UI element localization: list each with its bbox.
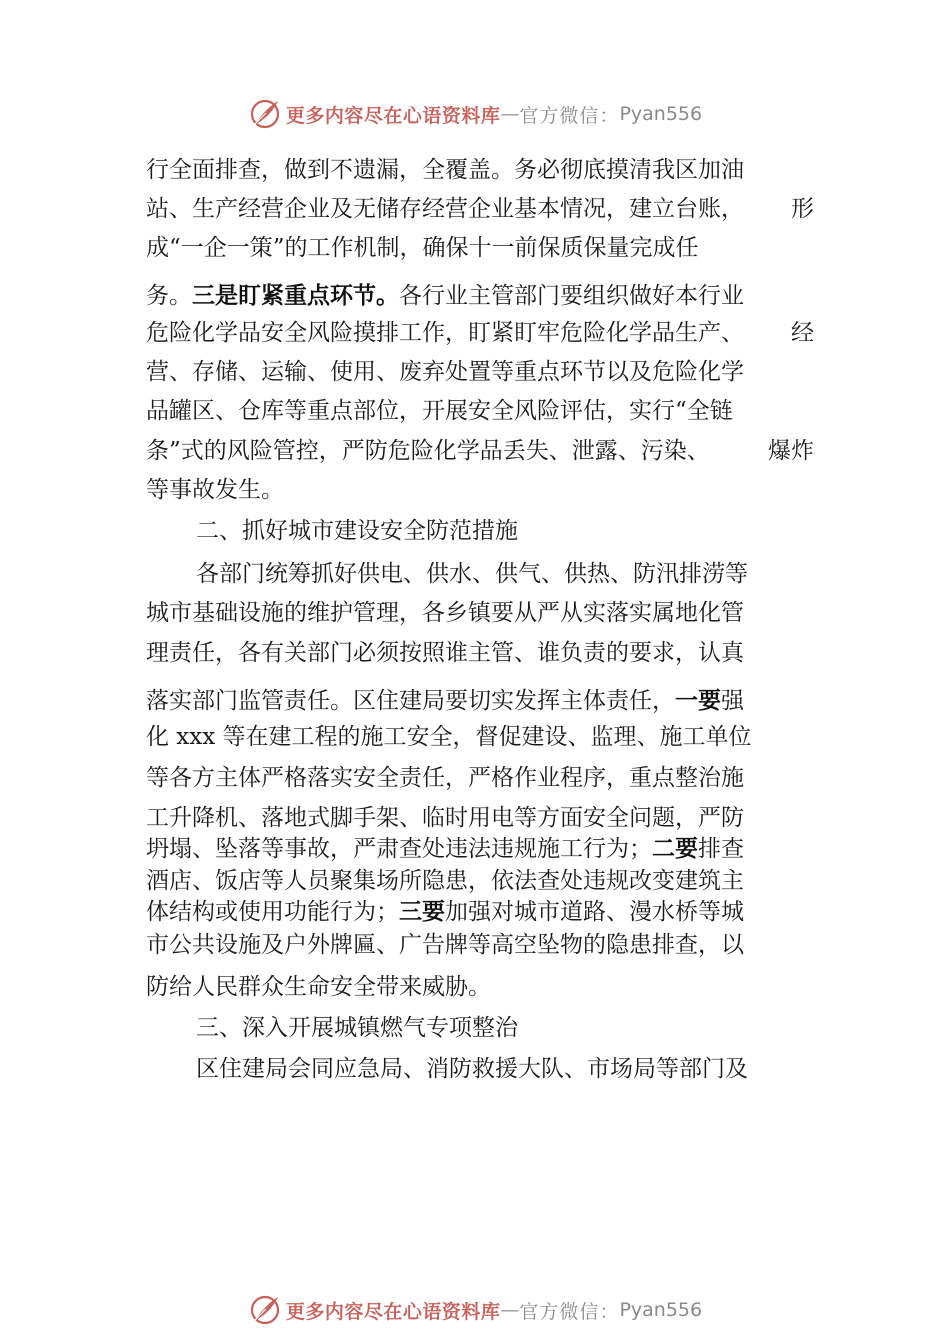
text-line: 等各方主体严格落实安全责任，严格作业程序，重点整治施 [146, 765, 744, 791]
text-line: 各部门统筹抓好供电、供水、供气、供热、防汛排涝等 [196, 561, 748, 587]
text-line: 理责任，各有关部门必须按照谁主管、谁负责的要求，认真 [146, 640, 744, 666]
section-heading: 二、抓好城市建设安全防范措施 [196, 518, 518, 544]
bold-phrase: 一要 [675, 688, 721, 714]
text-line: 酒店、饭店等人员聚集场所隐患，依法查处违规改变建筑主 [146, 868, 744, 894]
text-line: 落实部门监管责任。区住建局要切实发挥主体责任，一要强 [146, 688, 744, 714]
text-line: 务。三是盯紧重点环节。各行业主管部门要组织做好本行业 [146, 283, 744, 309]
watermark-dash: — [500, 1299, 520, 1321]
bold-phrase: 二要 [652, 836, 698, 862]
text-line: 区住建局会同应急局、消防救援大队、市场局等部门及 [196, 1056, 748, 1082]
watermark-dash: — [500, 103, 520, 125]
text-line: 防给人民群众生命安全带来威胁。 [146, 974, 491, 1000]
watermark-library-text: 更多内容尽在心语资料库 [285, 104, 501, 127]
watermark-library-text: 更多内容尽在心语资料库 [285, 1300, 501, 1323]
text-line: 行全面排查，做到不遗漏，全覆盖。务必彻底摸清我区加油 [146, 157, 744, 183]
watermark-wechat-id: Pyan556 [619, 1299, 703, 1321]
text-line: 市公共设施及户外牌匾、广告牌等高空坠物的隐患排查，以 [146, 932, 744, 958]
text-line: 城市基础设施的维护管理，各乡镇要从严从实落实属地化管 [146, 600, 744, 626]
text-line: 等事故发生。 [146, 477, 284, 503]
section-heading: 三、深入开展城镇燃气专项整治 [196, 1015, 518, 1041]
text-line: 品罐区、仓库等重点部位，开展安全风险评估，实行“全链 [146, 398, 733, 424]
text-line: 条”式的风险管控，严防危险化学品丢失、泄露、污染、 爆炸 [146, 438, 814, 464]
watermark-wechat-id: Pyan556 [619, 103, 703, 125]
bold-phrase: 三是盯紧重点环节。 [192, 283, 399, 309]
footer-watermark [0, 1290, 950, 1330]
watermark-wechat-label: 官方微信： [519, 104, 620, 127]
watermark-wechat-label: 官方微信： [519, 1300, 620, 1323]
quill-logo-icon [248, 1293, 282, 1327]
text-line: 化 xxx 等在建工程的施工安全，督促建设、监理、施工单位 [146, 724, 752, 750]
text-line: 体结构或使用功能行为；三要加强对城市道路、漫水桥等城 [146, 899, 744, 925]
quill-logo-icon [248, 97, 282, 131]
bold-phrase: 三要 [399, 899, 445, 925]
text-line: 坍塌、坠落等事故，严肃查处违法违规施工行为；二要排查 [146, 836, 744, 862]
text-line: 工升降机、落地式脚手架、临时用电等方面安全问题，严防 [146, 805, 744, 831]
text-line: 成“一企一策”的工作机制，确保十一前保质保量完成任 [146, 235, 699, 261]
text-line: 站、生产经营企业及无储存经营企业基本情况，建立台账， 形 [146, 196, 814, 222]
text-line: 营、存储、运输、使用、废弃处置等重点环节以及危险化学 [146, 359, 744, 385]
text-line: 危险化学品安全风险摸排工作，盯紧盯牢危险化学品生产、 经 [146, 320, 814, 346]
header-watermark [0, 94, 950, 134]
